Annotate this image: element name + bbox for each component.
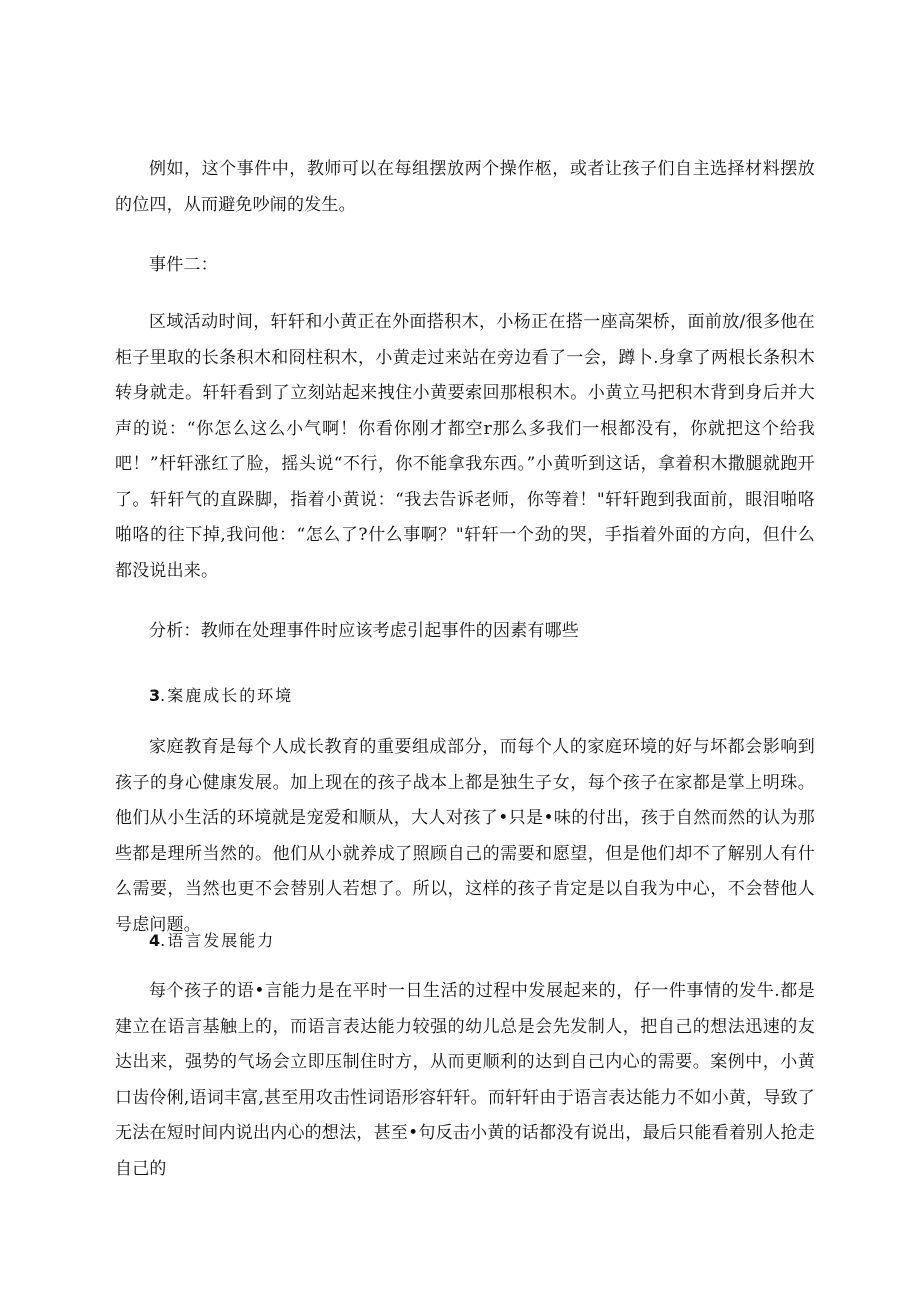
paragraph-language-ability: 每个孩子的语•言能力是在平时一日生活的过程中发展起来的，仔一件事情的发牛.都是建立在语言基触上的，而语言表达能力较强的幼儿总是会先发制人，把自己的想法迅速的友达出来，强势的气场会立即压制住时方，从而更顺利的达到自己内心的需要。案例中，小黄口齿伶俐,语词丰富,甚至用攻击性词语形容轩轩。而轩轩由于语言表达能力不如小黄，导致了无法在短时间内说出内心的想法，甚至•句反击小黄的话都没有说出，最后只能看着别人抢走自己的 xyxy=(115,981,815,1179)
section-title: .案鹿成长的环境 xyxy=(160,686,294,705)
section-heading-3 xyxy=(149,684,809,708)
paragraph-example: 例如，这个事件中，教师可以在每组摆放两个操作柩，或者让孩子们自主选择材料摆放的位四，从而避免吵闹的发生。 xyxy=(115,159,815,215)
paragraph-event-two-story: 区域活动时间，轩轩和小黄正在外面搭积木，小杨正在搭一座高架桥，面前放/很多他在柜子里取的长条积木和冏柱积木，小黄走过来站在旁边看了一会，蹲卜.身拿了两根长条积木转身就走。轩轩看到了立刻站起来拽住小黄要索回那根积木。小黄立马把积木背到身后并大声的说：“你怎么这么小气啊！你看你刚才都空r那么多我们一根都没有，你就把这个给我吧！”杆轩涨红了脸，摇头说“不行，你不能拿我东西。”小黄听到这话，拿着积木撒腿就跑开了。轩轩气的直跺脚，指着小黄说：“我去告诉老师，你等着！"轩轩跑到我面前，眼泪啪咯啪咯的往下掉,我问他：“怎么了?什么事啊？"轩轩一个劲的哭，手指着外面的方向，但什么都没说出来。 xyxy=(115,312,815,581)
paragraph-event-two-title: 事件二： xyxy=(149,255,218,275)
section-heading-4 xyxy=(149,929,809,953)
section-number: 4 xyxy=(149,931,161,950)
paragraph-analysis: 分析：教师在处理事件时应该考虑引起事件的因素有哪些 xyxy=(149,621,579,641)
paragraph-family-environment: 家庭教育是每个人成长教育的重要组成部分，而每个人的家庭环境的好与坏都会影响到孩子的身心健康发展。加上现在的孩子战本上都是独生子女，每个孩子在家都是掌上明珠。他们从小生活的环境就是宠爱和顺从，大人对孩了•只是•味的付出，孩于自然而然的认为那些都是理所当然的。他们从小就养成了照顾自己的需要和愿望，但是他们却不了解别人有什么需要，当然也更不会替别人若想了。所以，这样的孩子肯定是以自我为中心，不会替他人号虑问题。 xyxy=(115,737,815,935)
section-title: .语言发展能力 xyxy=(160,931,276,950)
section-number: 3 xyxy=(149,686,161,705)
